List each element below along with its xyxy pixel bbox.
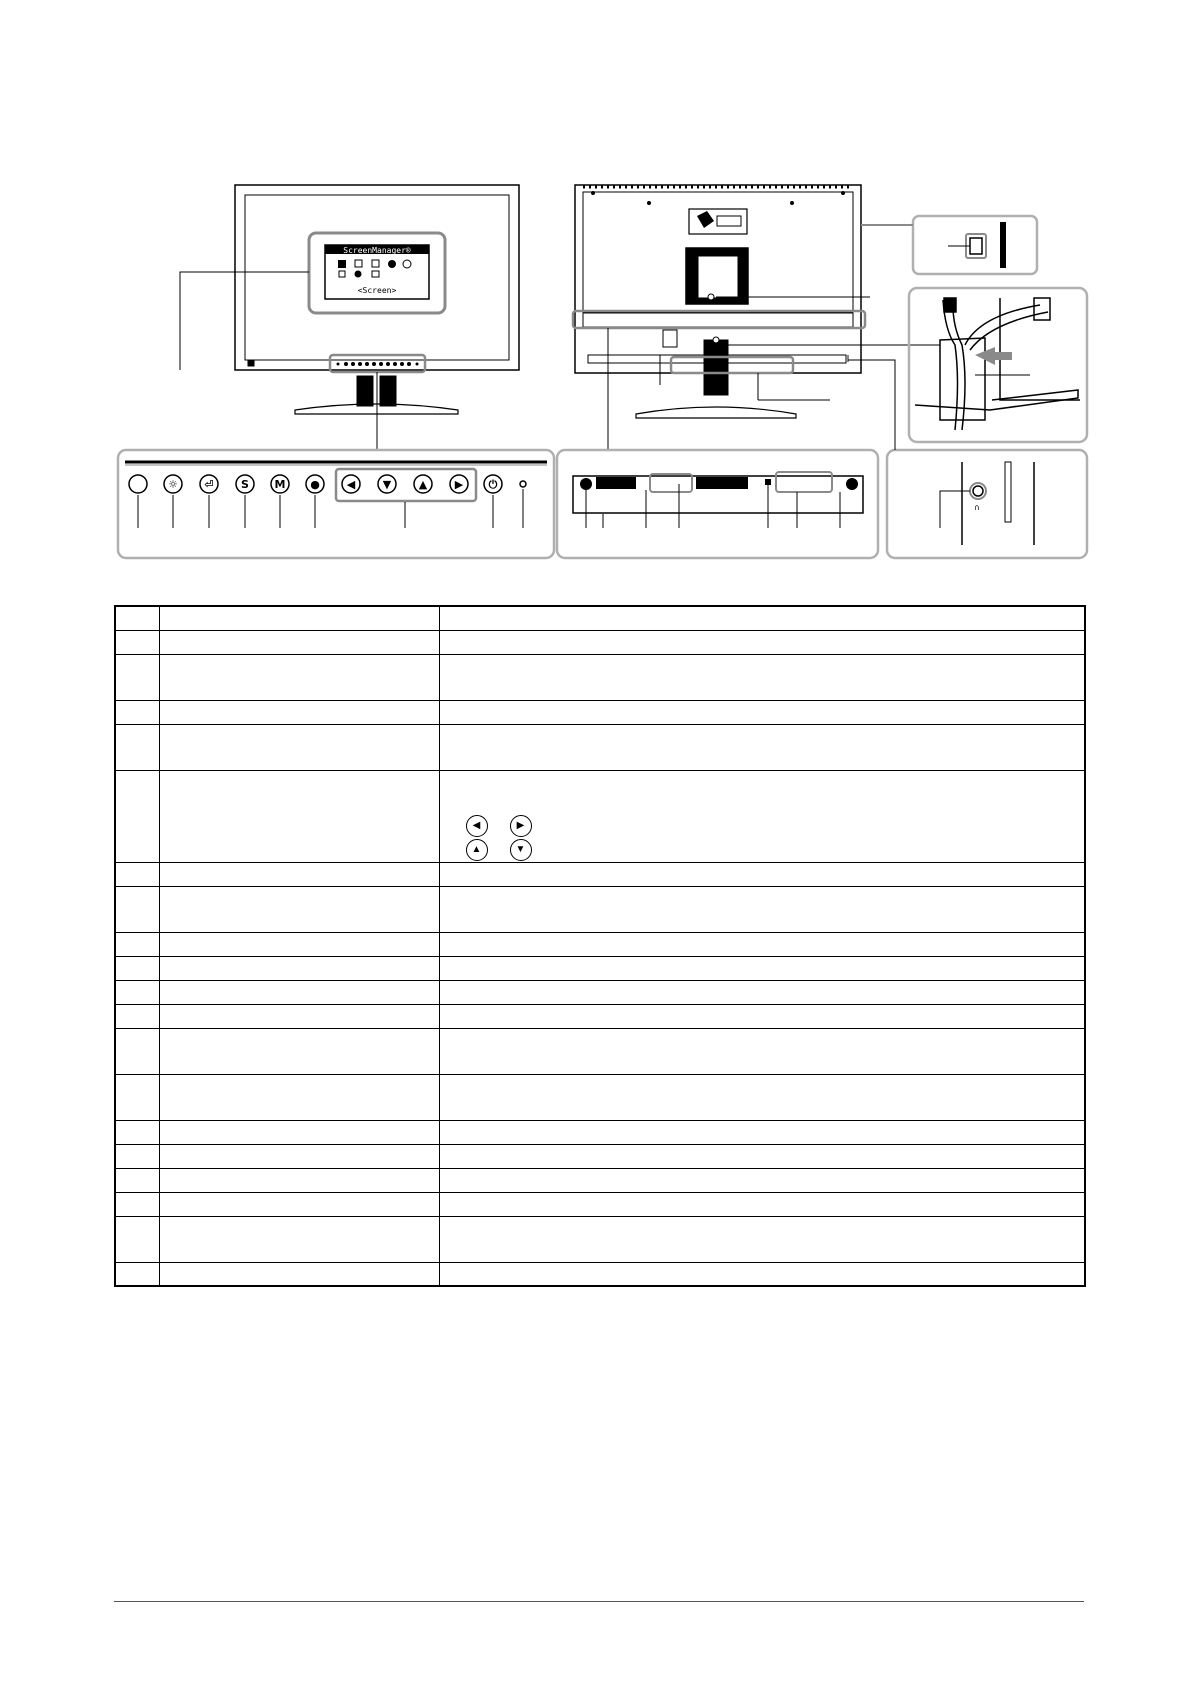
side-port-callout [848,355,1087,558]
function-cell [439,1028,1085,1074]
name-cell [159,1120,439,1144]
rear-connector-panel [557,450,878,558]
function-cell [439,980,1085,1004]
power-button[interactable] [484,475,502,493]
name-cell [159,630,439,654]
row-number-cell [115,956,159,980]
function-cell [439,1168,1085,1192]
table-row [115,654,1085,700]
table-row [115,932,1085,956]
osd-callout [180,233,445,370]
name-cell [159,1028,439,1074]
rear-view [575,185,861,418]
table-row [115,700,1085,724]
table-row [115,956,1085,980]
left-button[interactable] [342,475,360,493]
table-row [115,606,1085,630]
function-cell [439,606,1085,630]
row-number-cell [115,1192,159,1216]
name-cell [159,886,439,932]
right-button-icon: ▶ [454,478,464,491]
row-number-cell [115,606,159,630]
function-cell [439,654,1085,700]
name-cell [159,1192,439,1216]
table-row [115,630,1085,654]
headphone-icon: ∩ [974,503,980,512]
name-cell [159,700,439,724]
row-number-cell [115,700,159,724]
monitor-diagram [0,0,1191,560]
front-button-panel [118,450,554,558]
name-cell [159,724,439,770]
down-arrow-icon: ▼ [510,839,532,861]
left-arrow-icon: ◀ [466,815,488,837]
row-number-cell [115,1074,159,1120]
sensor [129,475,147,493]
left-button-icon: ◀ [346,478,356,491]
name-cell [159,1074,439,1120]
s-button[interactable] [236,475,254,493]
table-row [115,1262,1085,1286]
front-button-leaders [138,489,523,528]
function-cell [439,1120,1085,1144]
spec-table [114,605,1086,1287]
enter-button[interactable] [306,475,324,493]
osd-caption: <Screen> [357,286,397,295]
name-cell [159,1144,439,1168]
down-button[interactable] [378,475,396,493]
side-callout-top [861,216,1037,274]
up-arrow-icon: ▲ [466,839,488,861]
row-number-cell [115,630,159,654]
table-row [115,980,1085,1004]
function-cell [439,1216,1085,1262]
brightness-button-icon: ☼ [168,478,178,491]
table-row [115,1028,1085,1074]
power-button-icon: ⏻ [488,478,498,491]
table-row [115,886,1085,932]
power-indicator [520,481,526,487]
name-cell [159,980,439,1004]
osd-title: ScreenManager® [343,246,411,255]
function-cell [439,932,1085,956]
m-button-icon: M [274,478,286,491]
row-number-cell [115,1262,159,1286]
input-button-icon: ⏎ [204,478,214,491]
function-cell [439,1074,1085,1120]
row-number-cell [115,1216,159,1262]
row-number-cell [115,1120,159,1144]
function-cell [439,1144,1085,1168]
row-number-cell [115,980,159,1004]
row-number-cell [115,1144,159,1168]
down-button-icon: ▼ [382,478,392,491]
row-number-cell [115,1004,159,1028]
input-button[interactable] [200,475,218,493]
function-cell [439,700,1085,724]
row-number-cell [115,654,159,700]
table-row [115,770,1085,862]
name-cell [159,862,439,886]
name-cell [159,1262,439,1286]
row-number-cell [115,770,159,862]
row-number-cell [115,886,159,932]
table-row [115,1168,1085,1192]
enter-button-icon: ● [310,478,320,491]
row-number-cell [115,1028,159,1074]
table-row [115,1192,1085,1216]
name-cell [159,932,439,956]
function-cell [439,862,1085,886]
name-cell [159,770,439,862]
cable-holder-callout [909,288,1087,442]
row-number-cell [115,1168,159,1192]
brightness-button[interactable] [164,475,182,493]
function-cell [439,1004,1085,1028]
name-cell [159,606,439,630]
name-cell [159,654,439,700]
table-row [115,1004,1085,1028]
name-cell [159,1216,439,1262]
function-cell [439,1192,1085,1216]
function-cell [439,956,1085,980]
function-cell [439,1262,1085,1286]
function-cell [439,724,1085,770]
table-row [115,1074,1085,1120]
function-cell [439,770,1085,862]
right-button[interactable] [450,475,468,493]
up-button[interactable] [414,475,432,493]
row-number-cell [115,932,159,956]
row-number-cell [115,862,159,886]
table-row [115,1144,1085,1168]
name-cell [159,1004,439,1028]
up-button-icon: ▲ [418,478,428,491]
function-cell [439,630,1085,654]
name-cell [159,956,439,980]
m-button[interactable] [271,475,289,493]
table-row [115,724,1085,770]
table-row [115,1216,1085,1262]
row-number-cell [115,724,159,770]
table-row [115,1120,1085,1144]
arrow-button-glyphs [446,771,1079,861]
name-cell [159,1168,439,1192]
footer-rule [114,1601,1084,1602]
right-arrow-icon: ▶ [510,815,532,837]
function-cell [439,886,1085,932]
s-button-icon: S [241,478,249,491]
front-buttons [129,475,526,493]
table-row [115,862,1085,886]
